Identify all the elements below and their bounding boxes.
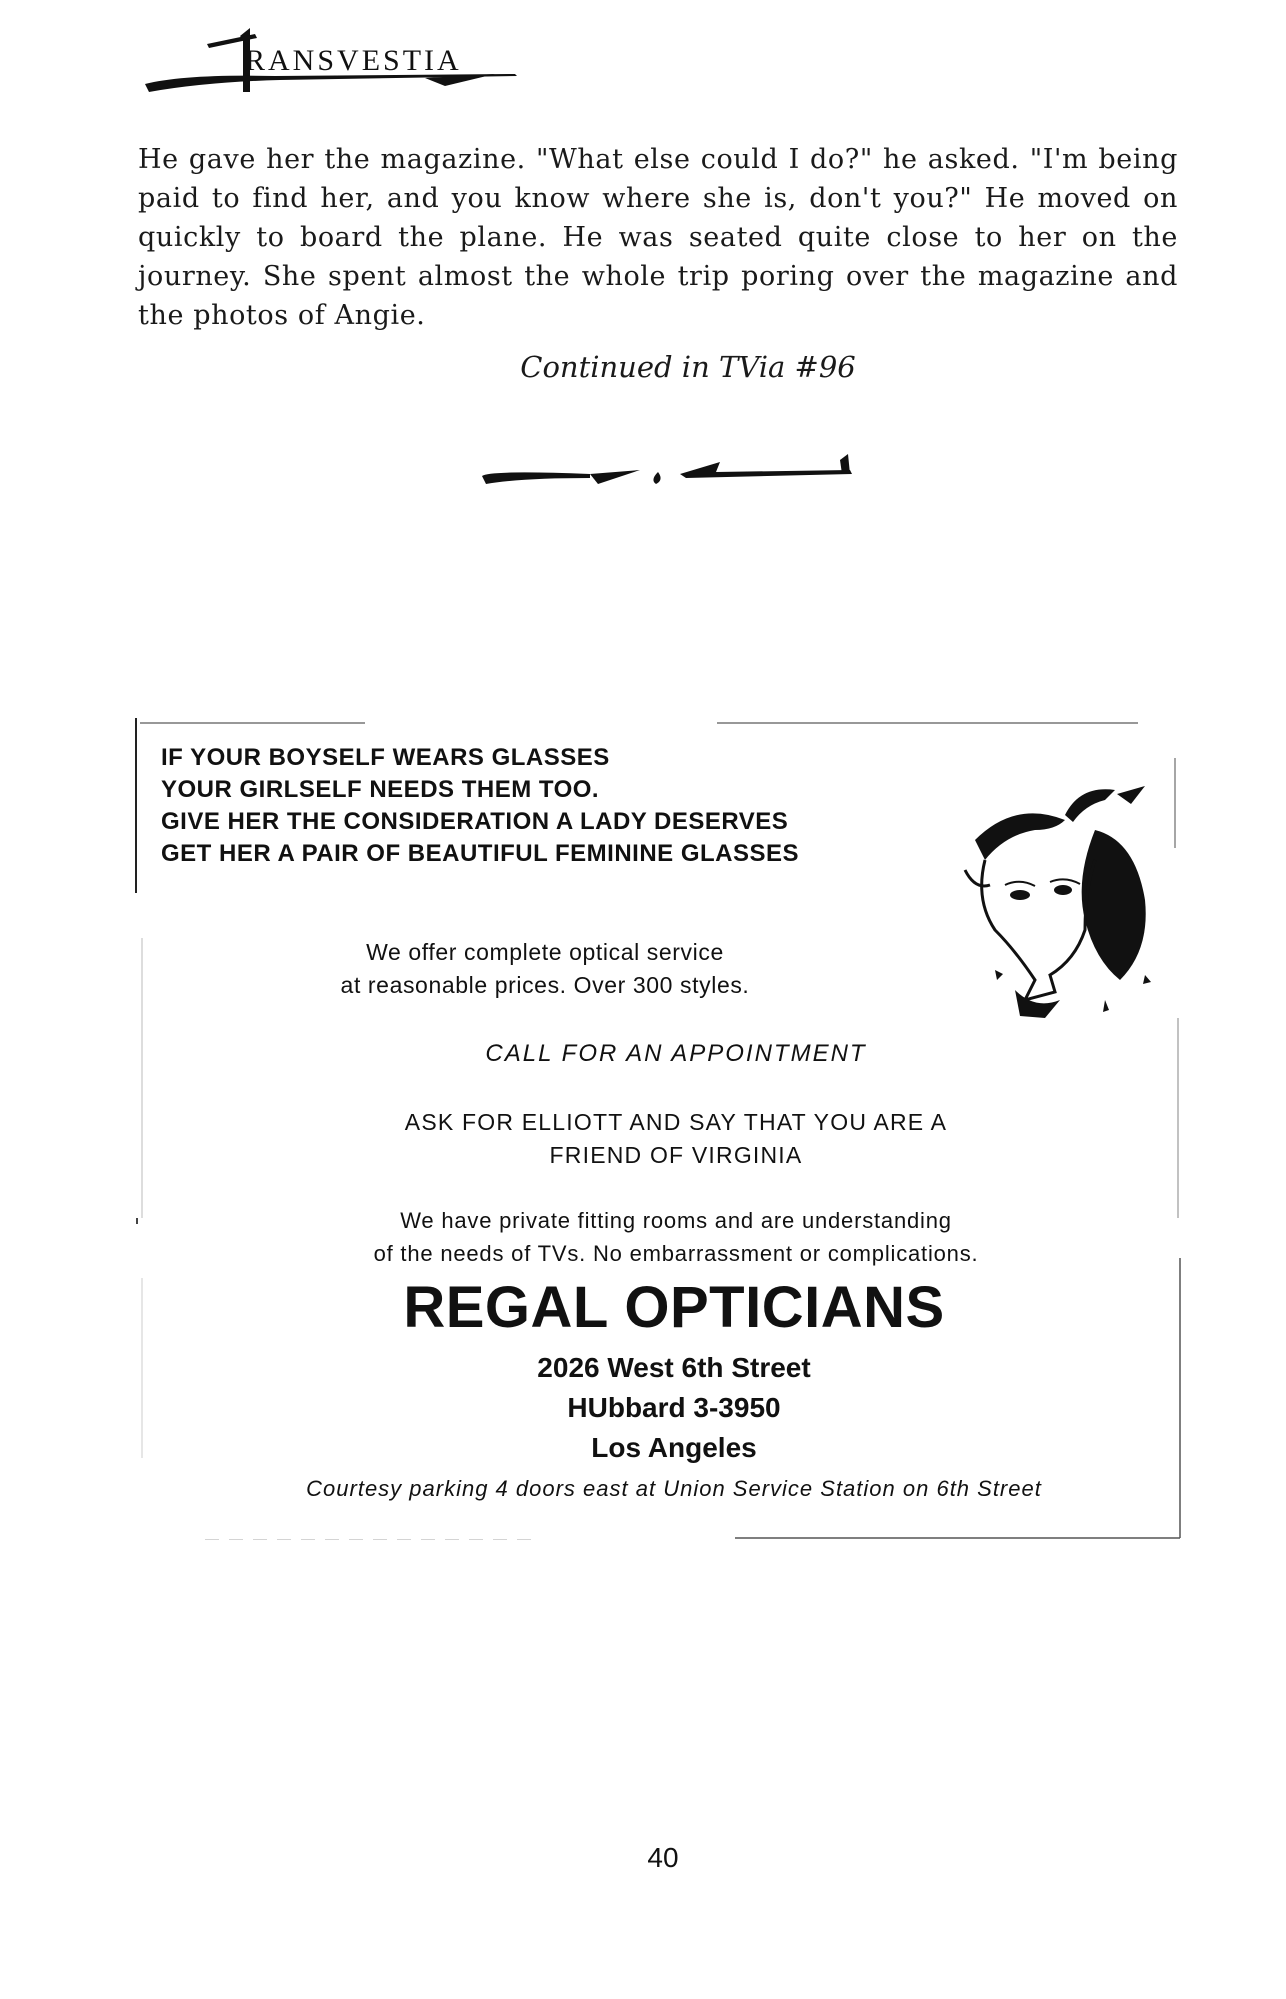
parking-note: Courtesy parking 4 doors east at Union Service Station on 6th Street: [306, 1476, 1042, 1501]
story-paragraph: He gave her the magazine. "What else could I do?" he asked. "I'm being paid to find her, and you know where she is, don't you?" He moved on quickly to board the plane. He was seated quite close to her on the journey. She spent almost the whole trip poring over the magazine and the photos of Angie.: [138, 144, 1178, 331]
phone-line: HUbbard 3-3950: [567, 1392, 781, 1423]
woman-portrait-photo: [945, 760, 1175, 1020]
company-address: [135, 1348, 1187, 1468]
private-line: of the needs of TVs. No embarrassment or complications.: [373, 1241, 979, 1266]
ask-for-elliott: [135, 1106, 1187, 1172]
section-divider-ornament: [480, 440, 860, 500]
private-line: We have private fitting rooms and are understanding: [400, 1208, 952, 1233]
ask-line: ASK FOR ELLIOTT AND SAY THAT YOU ARE A: [404, 1109, 948, 1135]
service-line: at reasonable prices. Over 300 styles.: [340, 972, 750, 998]
headline-line: YOUR GIRLSELF NEEDS THEM TOO.: [161, 776, 600, 803]
city-line: Los Angeles: [591, 1432, 757, 1463]
ad-service-text: [135, 936, 955, 1002]
call-for-appointment: CALL FOR AN APPOINTMENT: [485, 1040, 867, 1067]
masthead-logo: [145, 22, 525, 92]
continued-note: Continued in TVia #96: [520, 350, 856, 384]
headline-line: GET HER A PAIR OF BEAUTIFUL FEMININE GLASSES: [161, 840, 800, 867]
headline-line: GIVE HER THE CONSIDERATION A LADY DESERVES: [161, 808, 789, 835]
service-line: We offer complete optical service: [366, 939, 724, 965]
page-number: 40: [647, 1842, 679, 1873]
regal-opticians-advertisement: [135, 718, 1187, 1540]
logo-text: RANSVESTIA: [245, 44, 462, 77]
headline-line: IF YOUR BOYSELF WEARS GLASSES: [161, 744, 610, 771]
ask-line: FRIEND OF VIRGINIA: [549, 1142, 803, 1168]
private-fitting-text: [135, 1204, 1187, 1270]
company-name: REGAL OPTICIANS: [403, 1275, 945, 1340]
address-line: 2026 West 6th Street: [537, 1352, 811, 1383]
ad-headline: [161, 742, 921, 870]
